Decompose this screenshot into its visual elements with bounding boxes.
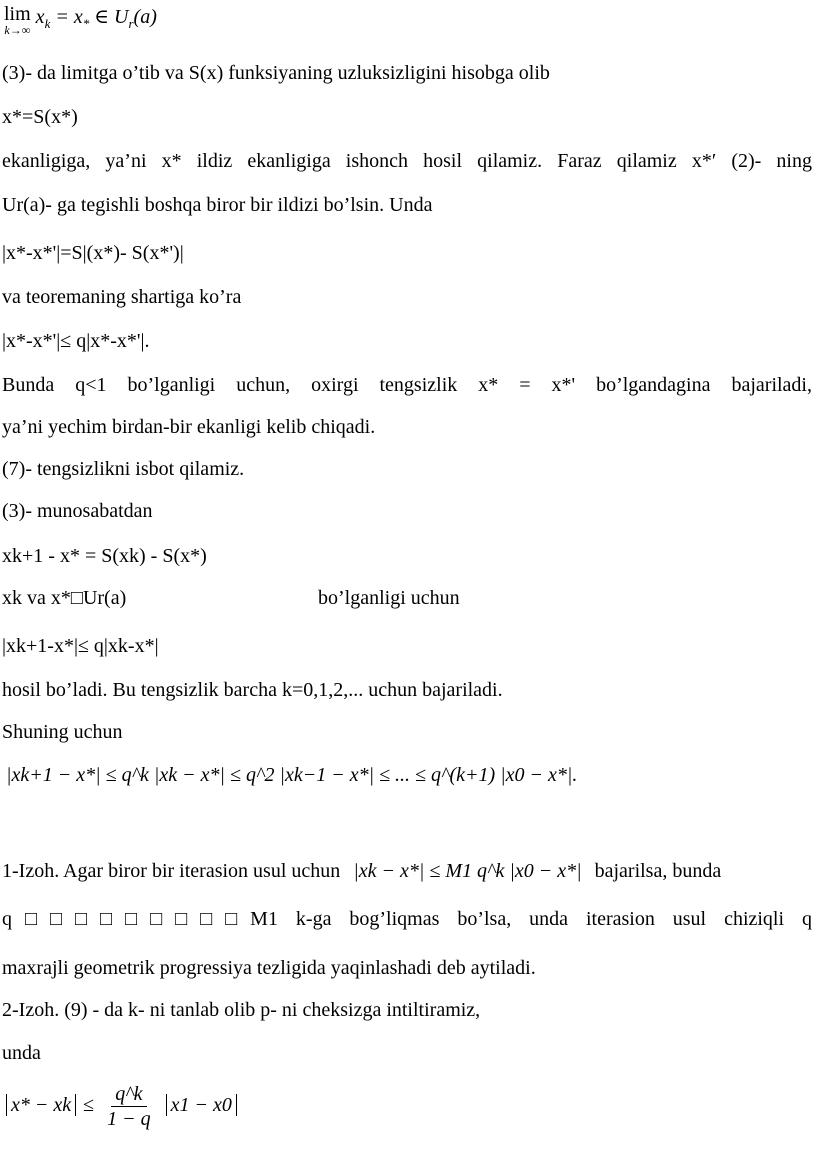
paragraph-all-k: hosil bo’ladi. Bu tengsizlik barcha k=0,1,2,... uchun bajariladi.: [2, 679, 503, 701]
lim-operator: lim k→∞: [4, 3, 31, 37]
paragraph-relation-3: (3)- munosabatdan: [2, 500, 153, 522]
paragraph-another-root: Ur(a)- ga tegishli boshqa biror bir ildizi bo’lsin. Unda: [2, 194, 433, 216]
paragraph-condition: va teoremaning shartiga ko’ra: [2, 286, 242, 308]
paragraph-since-q: Bunda q<1 bo’lganligi uchun, oxirgi tengsizlik x* = x*' bo’lgandagina bajariladi,: [2, 374, 812, 396]
formula-fixed-point: x*=S(x*): [2, 106, 78, 128]
paragraph-limit: (3)- da limitga o’tib va S(x) funksiyaning uzluksizligini hisobga olib: [2, 62, 550, 84]
paragraph-unique: ya’ni yechim birdan-bir ekanligi kelib chiqadi.: [2, 416, 376, 438]
note1-line3: maxrajli geometrik progressiya tezligida yaqinlashadi deb aytiladi.: [2, 957, 536, 979]
line-since: bo’lganligi uchun: [318, 587, 460, 609]
formula-chain: |xk+1 − x*| ≤ q^k |xk − x*| ≤ q^2 |xk−1 − x*| ≤ ... ≤ q^(k+1) |x0 − x*|.: [6, 764, 578, 786]
note1-line2: q□□□□□□□□□M1 k-ga bog’liqmas bo’lsa, unda iterasion usul chiziqli q: [2, 908, 812, 930]
formula-error-bound: x* − xk ≤ $\frac{q\^{}k}{1 - q}$ x1 − x0: [4, 1082, 239, 1131]
paragraph-root: ekanligiga, ya’ni x* ildiz ekanligiga ishonch hosil qilamiz. Faraz qilamiz x*′ (2)- ning: [2, 150, 812, 172]
limit-formula: lim k→∞ $x_k = x_*$ ∈ $U_r(a)$: [4, 3, 157, 37]
note2-line2: unda: [2, 1042, 41, 1064]
note2-line1: 2-Izoh. (9) - da k- ni tanlab olib p- ni cheksizga intiltiramiz,: [2, 999, 481, 1021]
formula-contraction: |xk+1-x*|≤ q|xk-x*|: [2, 635, 159, 657]
note1-line1: 1-Izoh. Agar biror bir iterasion usul uchun |xk − x*| ≤ M1 q^k |x0 − x*| bajarilsa, bunda: [2, 860, 722, 882]
paragraph-prove-7: (7)- tengsizlikni isbot qilamiz.: [2, 458, 245, 480]
fraction: $\frac{q\^{}k}{1 - q}$: [107, 1083, 151, 1130]
formula-inequality: |x*-x*'|≤ q|x*-x*'|.: [2, 330, 150, 352]
paragraph-therefore: Shuning uchun: [2, 721, 123, 743]
formula-difference: |x*-x*'|=S|(x*)- S(x*')|: [2, 242, 184, 264]
line-xk: xk va x*□Ur(a): [2, 587, 127, 609]
formula-iteration: xk+1 - x* = S(xk) - S(x*): [2, 545, 207, 567]
